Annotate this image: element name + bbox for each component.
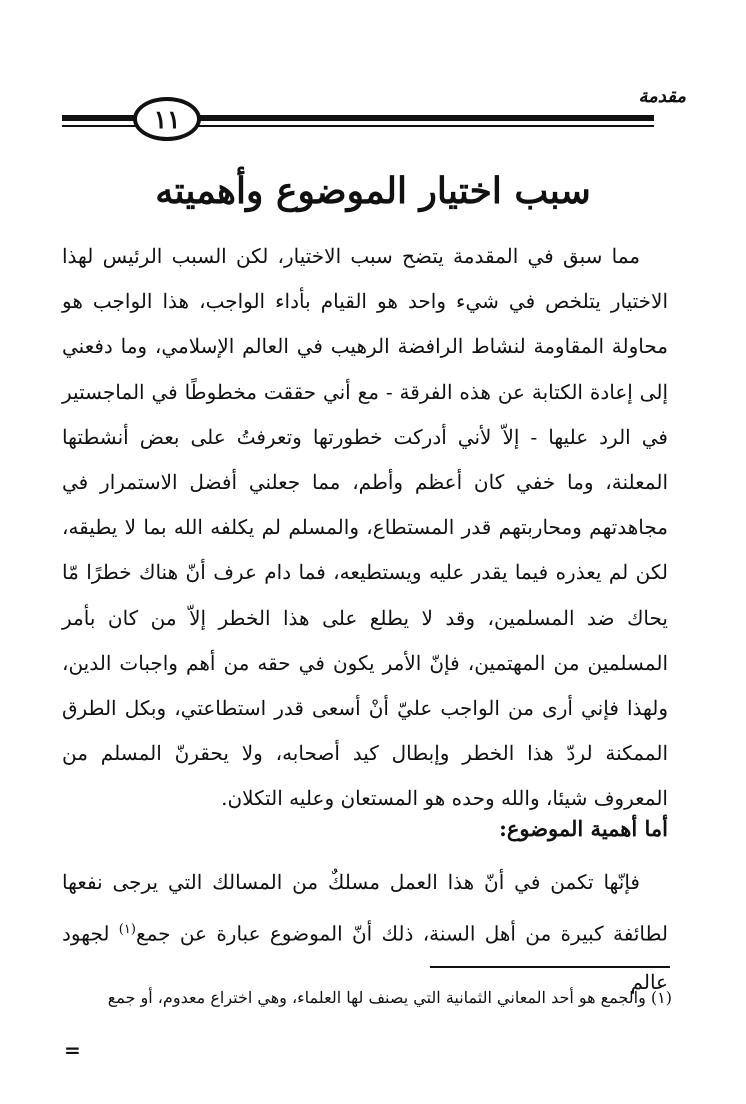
footnote-continuation-mark: =: [64, 1038, 81, 1062]
footnote-separator: [430, 966, 670, 968]
footnote: (١) والجمع هو أحد المعاني الثمانية التي يصنف لها العلماء، وهي اختراع معدوم، أو جمع: [107, 988, 672, 1007]
footnote-marker: (١): [118, 922, 136, 937]
body-paragraph-1: [62, 234, 668, 822]
page-number: ١١: [133, 97, 201, 141]
running-head: مقدمة: [638, 86, 686, 107]
chapter-title: سبب اختيار الموضوع وأهميته: [155, 170, 591, 212]
section-subheading: أما أهمية الموضوع:: [499, 816, 668, 841]
paragraph-text: مما سبق في المقدمة يتضح سبب الاختيار، لكن السبب الرئيس لهذا الاختيار يتلخص في شيء واحد هو القيام بأداء الواجب، هذا الواجب هو محاولة المقاومة لنشاط الرافضة الرهيب في العالم الإسلامي، وما دفعني إلى إعادة الكتابة عن هذه الفرقة - مع أني حققت مخطوطًا في الماجستير في الرد عليها - إلاّ لأني أدركت خطورتها وتعرفتُ على بعض أنشطتها المعلنة، وما خفي كان أعظم وأطم، مما جعلني أفضل الاستمرار في مجاهدتهم ومحاربتهم قدر المستطاع، والمسلم لم يكلفه الله بما لا يطيقه، لكن لم يعذره فيما يقدر عليه ويستطيعه، فما دام عرف أنّ هناك خطرًا مّا يحاك ضد المسلمين، وقد لا يطلع على هذا الخطر إلاّ من كان بأمر المسلمين من المهتمين، فإنّ الأمر يكون في حقه من أهم واجبات الدين، ولهذا فإني أرى من الواجب عليّ أنْ أسعى قدر استطاعتي، وبكل الطرق الممكنة لردّ هذا الخطر وإبطال كيد أصحابه، ولا يحقرنّ المسلم من المعروف شيئا، والله وحده هو المستعان وعليه التكلان.: [62, 244, 668, 811]
paragraph-2-end: لجهود عالم: [62, 921, 668, 994]
paragraph-2-start: فإنّها تكمن في أنّ هذا العمل مسلكٌ من المسالك التي يرجى نفعها لطائفة كبيرة من أهل السنة، ذلك أنّ الموضوع عبارة عن جمع: [62, 870, 668, 946]
